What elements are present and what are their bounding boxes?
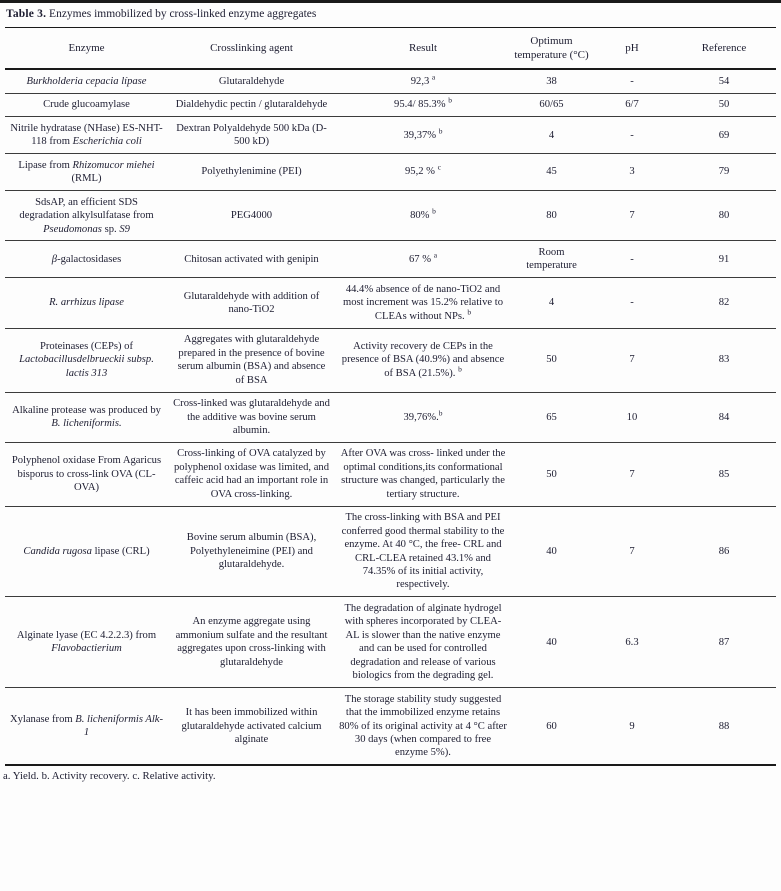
optimum-temperature-cell: 4 <box>511 278 592 328</box>
enzyme-cell <box>5 191 168 241</box>
enzyme-name-text: Lipase from <box>18 159 73 171</box>
table-row <box>5 117 776 154</box>
enzyme-name-text: Alkaline protease was produced by <box>12 404 161 416</box>
table-row <box>5 506 776 597</box>
table-footnote: a. Yield. b. Activity recovery. c. Relative activity. <box>3 770 216 783</box>
enzyme-name-text: Crude glucoamylase <box>43 99 130 111</box>
reference-cell: 85 <box>672 442 776 506</box>
optimum-temperature-cell: Room temperature <box>511 241 592 278</box>
optimum-temperature-cell: 60 <box>511 688 592 766</box>
optimum-temperature-cell: 80 <box>511 191 592 241</box>
species-name-italic: Burkholderia cepacia lípase <box>26 75 147 87</box>
table-header <box>5 27 776 69</box>
result-cell: 80% $^b$ <box>335 191 511 241</box>
result-cell: Activity recovery de CEPs in the presence of BSA (40.9%) and absence of BSA (21.5%). $^b$ <box>335 328 511 392</box>
species-name-italic: β <box>51 253 58 265</box>
reference-cell: 69 <box>672 117 776 154</box>
crosslinking-agent-cell: Dialdehydic pectin / glutaraldehyde <box>168 93 335 116</box>
footnote-marker: b <box>467 307 472 317</box>
ph-cell: 7 <box>592 328 672 392</box>
result-cell: 92,3 $^a$ <box>410 72 436 87</box>
optimum-temperature-cell: 40 <box>511 506 592 597</box>
table-row <box>5 191 776 241</box>
table-row <box>5 69 776 93</box>
crosslinking-agent-cell: PEG4000 <box>168 191 335 241</box>
table-row <box>5 241 776 278</box>
ph-cell: 9 <box>592 688 672 766</box>
enzyme-cell <box>5 328 168 392</box>
enzyme-name-text: Nitrile hydratase (NHase) ES-NHT-118 from <box>10 122 163 148</box>
reference-cell: 50 <box>672 93 776 116</box>
species-name-italic: Candida rugosa <box>23 545 92 557</box>
column-header-enzyme: Enzyme <box>5 27 168 69</box>
table-row <box>5 392 776 442</box>
crosslinking-agent-cell: Polyethylenimine (PEI) <box>168 154 335 191</box>
species-name-italic: B. licheniformis. <box>51 418 122 430</box>
crosslinking-agent-cell: It has been immobilized within glutaraldehyde activated calcium alginate <box>168 688 335 766</box>
footnote-marker: b <box>438 125 443 135</box>
table-row <box>5 597 776 688</box>
table-row <box>5 328 776 392</box>
result-cell: After OVA was cross- linked under the optimal conditions,its conformational structure was changed, particularly the tertiary structure. <box>335 442 511 506</box>
column-header-optimum-temperature: Optimum temperature (°C) <box>511 27 592 69</box>
crosslinking-agent-cell: Aggregates with glutaraldehyde prepared in the presence of bovine serum albumin (BSA) and absence of BSA <box>168 328 335 392</box>
result-cell: 44.4% absence of de nano-TiO2 and most increment was 15.2% relative to CLEAs without NPs. $^b$ <box>335 278 511 328</box>
reference-cell: 84 <box>672 392 776 442</box>
enzyme-name-text: lipase (CRL) <box>91 545 150 557</box>
enzyme-name-text: Proteinases (CEPs) of <box>40 340 133 352</box>
reference-cell: 80 <box>672 191 776 241</box>
enzyme-name-text: Xylanase from <box>9 713 76 725</box>
enzyme-cell <box>5 688 168 766</box>
crosslinking-agent-cell: Bovine serum albumin (BSA), Polyethyleneimine (PEI) and glutaraldehyde. <box>168 506 335 597</box>
column-header-crosslinking-agent: Crosslinking agent <box>168 27 335 69</box>
crosslinking-agent-cell: Glutaraldehyde <box>218 75 285 87</box>
optimum-temperature-cell: 50 <box>511 442 592 506</box>
footnote-marker: b <box>448 95 452 105</box>
species-name-italic: Lactobacillusdelbrueckii subsp. lactis 313 <box>19 354 154 379</box>
optimum-temperature-cell: 60/65 <box>511 93 592 116</box>
footnote-marker: a <box>431 72 436 82</box>
enzyme-name-text: sp. <box>101 223 120 235</box>
species-name-italic: R. arrhizus lipase <box>49 297 124 309</box>
result-cell: The storage stability study suggested that the immobilized enzyme retains 80% of its original activity at 4 °C after 30 days (when compared to free enzyme 5%). <box>335 688 511 766</box>
reference-cell: 87 <box>672 597 776 688</box>
ph-cell: 7 <box>592 442 672 506</box>
table-caption-text: Enzymes immobilized by cross-linked enzyme aggregates <box>49 8 317 20</box>
reference-cell: 54 <box>718 75 730 87</box>
enzyme-name-text: SdsAP, an efficient SDS degradation alkylsulfatase from <box>19 196 154 222</box>
column-header-reference: Reference <box>672 27 776 69</box>
result-cell: 67 % $^a$ <box>335 241 511 278</box>
enzyme-cell <box>5 392 168 442</box>
result-cell: 39,37% $^b$ <box>335 117 511 154</box>
enzyme-cell <box>5 597 168 688</box>
reference-cell: 86 <box>672 506 776 597</box>
footnote-marker: a <box>433 250 438 260</box>
crosslinking-agent-cell: Glutaraldehyde with addition of nano-TiO2 <box>168 278 335 328</box>
species-name-italic: S9 <box>119 223 130 235</box>
footnote-marker: b <box>438 407 443 417</box>
table-row <box>5 93 776 116</box>
table-row <box>5 688 776 766</box>
crosslinking-agent-cell: Cross-linking of OVA catalyzed by polyphenol oxidase was limited, and caffeic acid had an important role in OVA cross-linking. <box>168 442 335 506</box>
species-name-italic: Pseudomonas <box>43 223 102 235</box>
page-top-rule <box>0 0 781 3</box>
result-cell: The cross-linking with BSA and PEI conferred good thermal stability to the enzyme. At 40 °C, the free- CRL and CRL-CLEA retained 43.1% and 74.35% of its initial activity, respectively. <box>335 506 511 597</box>
reference-cell: 79 <box>672 154 776 191</box>
table-row <box>5 278 776 328</box>
table-row <box>5 442 776 506</box>
ph-cell: - <box>592 278 672 328</box>
optimum-temperature-cell: 38 <box>546 75 557 87</box>
optimum-temperature-cell: 45 <box>511 154 592 191</box>
enzyme-name-text: Polyphenol oxidase From Agaricus bisporus to cross-link OVA (CL-OVA) <box>11 455 162 494</box>
ph-cell: 10 <box>592 392 672 442</box>
enzyme-cell <box>5 93 168 116</box>
result-cell: The degradation of alginate hydrogel with spheres incorporated by CLEA-AL is slower than the native enzyme and can be used for controlled degradation and release of various biologics from the degrading gel. <box>335 597 511 688</box>
reference-cell: 83 <box>672 328 776 392</box>
enzyme-cell <box>5 442 168 506</box>
crosslinking-agent-cell: Cross-linked was glutaraldehyde and the additive was bovine serum albumin. <box>168 392 335 442</box>
optimum-temperature-cell: 40 <box>511 597 592 688</box>
enzyme-cell <box>5 154 168 191</box>
ph-cell: 3 <box>592 154 672 191</box>
crosslinking-agent-cell: An enzyme aggregate using ammonium sulfate and the resultant aggregates upon cross-linking with glutaraldehyde <box>168 597 335 688</box>
ph-cell: 6/7 <box>592 93 672 116</box>
species-name-italic: B. licheniformis Alk-1 <box>75 713 164 739</box>
footnote-marker: b <box>458 364 462 374</box>
reference-cell: 88 <box>672 688 776 766</box>
result-cell: 95.4/ 85.3% $^b$ <box>335 93 511 116</box>
species-name-italic: Rhizomucor miehei <box>72 159 155 171</box>
ph-cell: 6.3 <box>592 597 672 688</box>
table-caption <box>6 8 781 22</box>
reference-cell: 82 <box>672 278 776 328</box>
ph-cell: - <box>630 75 634 87</box>
enzyme-cell <box>5 117 168 154</box>
species-name-italic: Flavobactierium <box>51 643 122 655</box>
ph-cell: 7 <box>592 191 672 241</box>
table-caption-label: Table 3. <box>6 8 47 20</box>
reference-cell: 91 <box>672 241 776 278</box>
optimum-temperature-cell: 65 <box>511 392 592 442</box>
enzyme-cell <box>5 69 168 93</box>
result-cell: 95,2 % $^c$ <box>335 154 511 191</box>
footnote-marker: b <box>432 206 436 216</box>
ph-cell: - <box>592 241 672 278</box>
column-header-result: Result <box>335 27 511 69</box>
ph-cell: 7 <box>592 506 672 597</box>
result-cell: 39,76%.$^b$ <box>335 392 511 442</box>
optimum-temperature-cell: 50 <box>511 328 592 392</box>
enzymes-table <box>5 27 776 767</box>
enzyme-cell <box>5 278 168 328</box>
ph-cell: - <box>592 117 672 154</box>
enzyme-name-text: -galactosidases <box>57 253 122 265</box>
crosslinking-agent-cell: Chitosan activated with genipin <box>168 241 335 278</box>
enzyme-name-text: Alginate lyase (EC 4.2.2.3) from <box>16 629 157 641</box>
column-header-ph: pH <box>592 27 672 69</box>
footnote-marker: c <box>437 162 441 172</box>
table-body <box>5 69 776 765</box>
header-row <box>5 27 776 69</box>
enzyme-cell <box>5 241 168 278</box>
crosslinking-agent-cell: Dextran Polyaldehyde 500 kDa (D-500 kD) <box>168 117 335 154</box>
table-row <box>5 154 776 191</box>
enzyme-name-text: (RML) <box>71 173 102 185</box>
optimum-temperature-cell: 4 <box>511 117 592 154</box>
species-name-italic: Escherichia coli <box>72 136 142 148</box>
enzyme-cell <box>5 506 168 597</box>
